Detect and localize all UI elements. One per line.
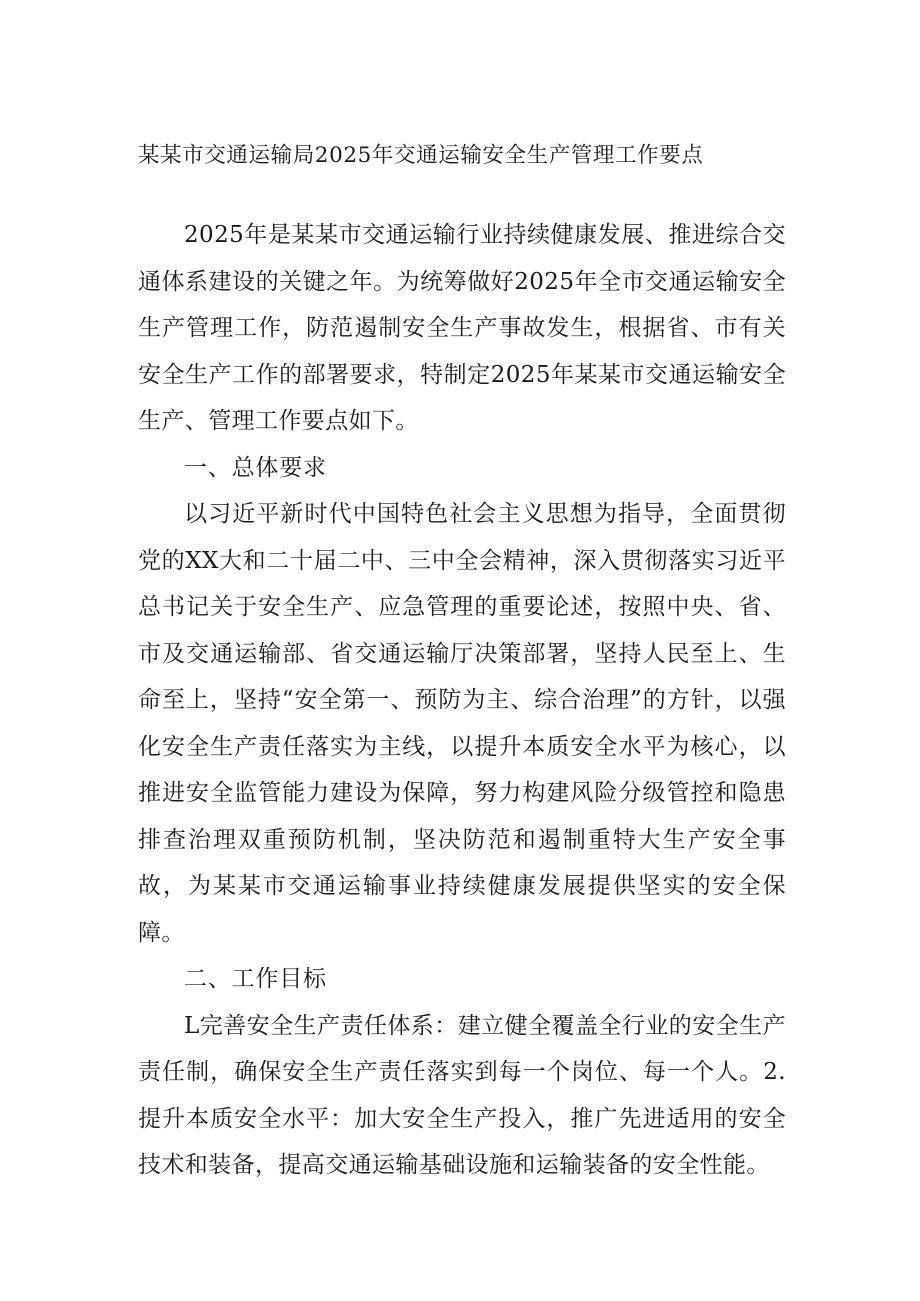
section-heading-general-requirements: 一、总体要求 <box>184 454 327 481</box>
general-requirements-paragraph: 以习近平新时代中国特色社会主义思想为指导，全面贯彻党的XX大和二十届二中、三中全会精神，深入贯彻落实习近平总书记关于安全生产、应急管理的重要论述，按照中央、省、市及交通运输部、省交通运输厅决策部署，坚持人民至上、生命至上，坚持“安全第一、预防为主、综合治理”的方针，以强化安全生产责任落实为主线，以提升本质安全水平为核心，以推进安全监管能力建设为保障，努力构建风险分级管控和隐患排查治理双重预防机制，坚决防范和遏制重特大生产安全事故，为某某市交通运输事业持续健康发展提供坚实的安全保障。 <box>138 501 786 946</box>
document-title: 某某市交通运输局2025年交通运输安全生产管理工作要点 <box>138 143 704 168</box>
section-heading-work-goals: 二、工作目标 <box>184 966 327 992</box>
intro-paragraph: 2025年是某某市交通运输行业持续健康发展、推进综合交通体系建设的关键之年。为统筹做好2025年全市交通运输安全生产管理工作，防范遏制安全生产事故发生，根据省、市有关安全生产工作的部署要求，特制定2025年某某市交通运输安全生产、管理工作要点如下。 <box>138 222 786 434</box>
work-goals-paragraph: L完善安全生产责任体系：建立健全覆盖全行业的安全生产责任制，确保安全生产责任落实到每一个岗位、每一个人。2.提升本质安全水平：加大安全生产投入，推广先进适用的安全技术和装备，提高交通运输基础设施和运输装备的安全性能。 <box>138 1012 786 1178</box>
document-body <box>138 212 786 1189</box>
